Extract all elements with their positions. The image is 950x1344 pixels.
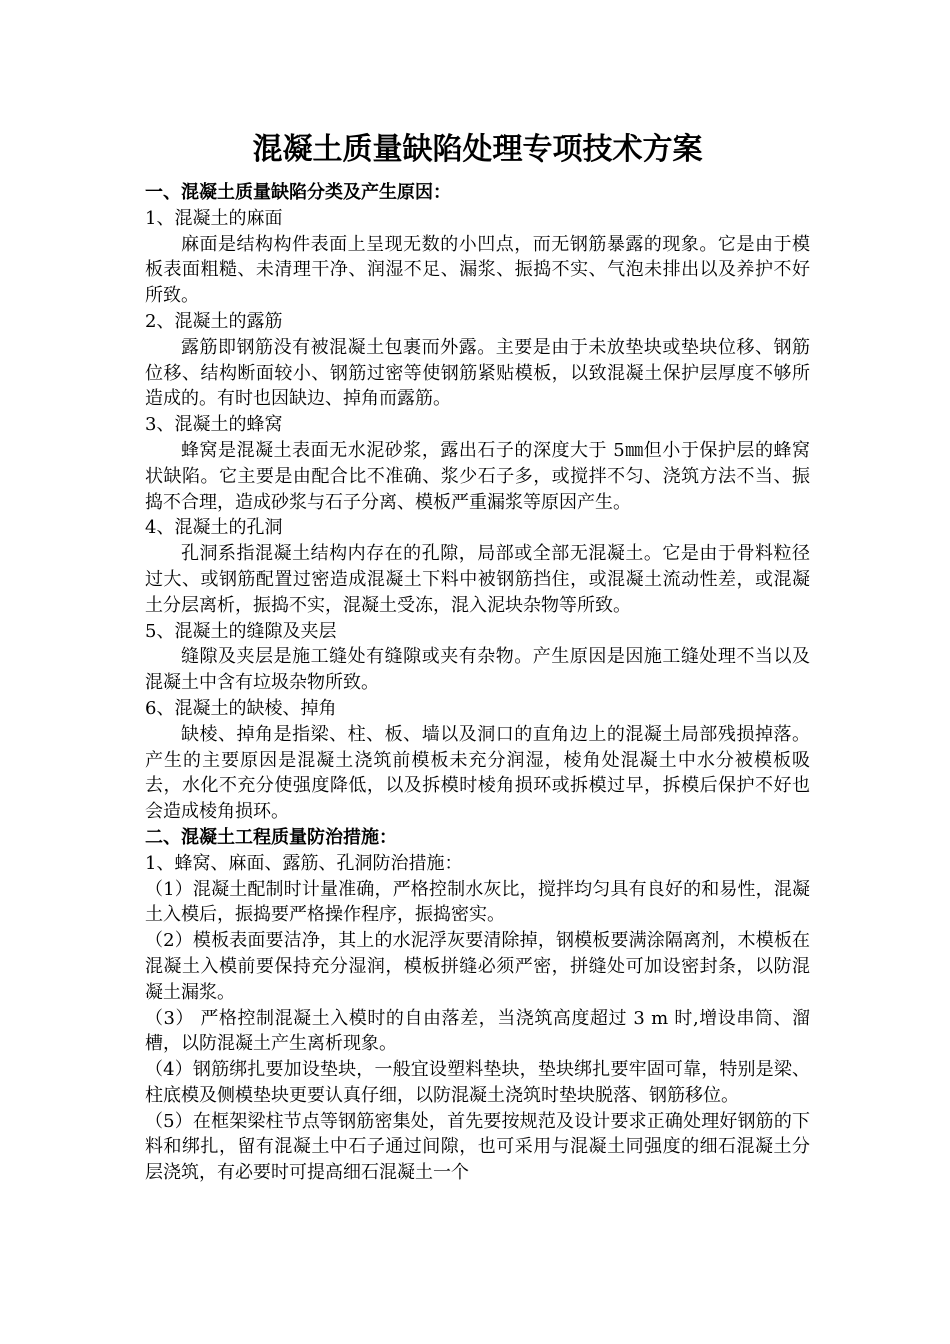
item-heading: 1、蜂窝、麻面、露筋、孔洞防治措施： [145,852,463,874]
section-heading: 二、混凝土工程质量防治措施： [145,826,397,848]
item-paragraph: 缝隙及夹层是施工缝处有缝隙或夹有杂物。产生原因是因施工缝处理不当以及混凝土中含有垃圾杂物所致。 [145,646,810,694]
item-heading: 3、混凝土的蜂窝 [145,414,283,436]
item-heading: 1、混凝土的麻面 [145,207,283,229]
document-body [145,128,810,1186]
document-title: 混凝土质量缺陷处理专项技术方案 [252,132,703,167]
measure-paragraph: （3） 严格控制混凝土入模时的自由落差，当浇筑高度超过 3 m 时,增设串筒、溜槽，以防混凝土产生离析现象。 [145,1007,810,1055]
measure-paragraph: （5）在框架梁柱节点等钢筋密集处，首先要按规范及设计要求正确处理好钢筋的下料和绑扎，留有混凝土中石子通过间隙，也可采用与混凝土同强度的细石混凝土分层浇筑，有必要时可提高细石混凝土一个 [145,1110,810,1184]
item-paragraph: 孔洞系指混凝土结构内存在的孔隙，局部或全部无混凝土。它是由于骨料粒径过大、或钢筋配置过密造成混凝土下料中被钢筋挡住，或混凝土流动性差，或混凝土分层离析，振捣不实，混凝土受冻，混入泥块杂物等所致。 [145,543,810,616]
measure-paragraph: （1）混凝土配制时计量准确，严格控制水灰比，搅拌均匀具有良好的和易性，混凝土入模后，振捣要严格操作程序，振捣密实。 [145,878,810,926]
item-paragraph: 露筋即钢筋没有被混凝土包裹而外露。主要是由于未放垫块或垫块位移、钢筋位移、结构断面较小、钢筋过密等使钢筋紧贴模板，以致混凝土保护层厚度不够所造成的。有时也因缺边、掉角而露筋。 [145,336,810,410]
item-paragraph: 麻面是结构构件表面上呈现无数的小凹点，而无钢筋暴露的现象。它是由于模板表面粗糙、未清理干净、润湿不足、漏浆、振捣不实、气泡未排出以及养护不好所致。 [145,233,810,307]
item-paragraph: 蜂窝是混凝土表面无水泥砂浆，露出石子的深度大于 5㎜但小于保护层的蜂窝状缺陷。它主要是由配合比不准确、浆少石子多，或搅拌不匀、浇筑方法不当、振捣不合理，造成砂浆与石子分离、模板严重漏浆等原因产生。 [145,439,810,513]
item-heading: 2、混凝土的露筋 [145,310,283,332]
section-heading: 一、混凝土质量缺陷分类及产生原因： [145,182,451,203]
section-prevention-measures [145,825,810,1186]
item-paragraph: 缺棱、掉角是指梁、柱、板、墙以及洞口的直角边上的混凝土局部残损掉落。产生的主要原因是混凝土浇筑前模板未充分润湿，棱角处混凝土中水分被模板吸去，水化不充分使强度降低，以及拆模时棱角损环或拆模过早，拆模后保护不好也会造成棱角损环。 [145,723,810,823]
item-heading: 5、混凝土的缝隙及夹层 [145,620,337,642]
item-heading: 4、混凝土的孔洞 [145,517,283,539]
measure-paragraph: （4）钢筋绑扎要加设垫块，一般宜设塑料垫块，垫块绑扎要牢固可靠，特别是梁、柱底模及侧模垫块更要认真仔细，以防混凝土浇筑时垫块脱落、钢筋移位。 [145,1059,810,1106]
measure-paragraph: （2）模板表面要洁净，其上的水泥浮灰要清除掉，钢模板要满涂隔离剂，木模板在混凝土入模前要保持充分湿润，模板拼缝必须严密，拼缝处可加设密封条，以防混凝土漏浆。 [145,930,810,1003]
section-defect-causes [145,180,810,825]
item-heading: 6、混凝土的缺棱、掉角 [145,697,337,719]
